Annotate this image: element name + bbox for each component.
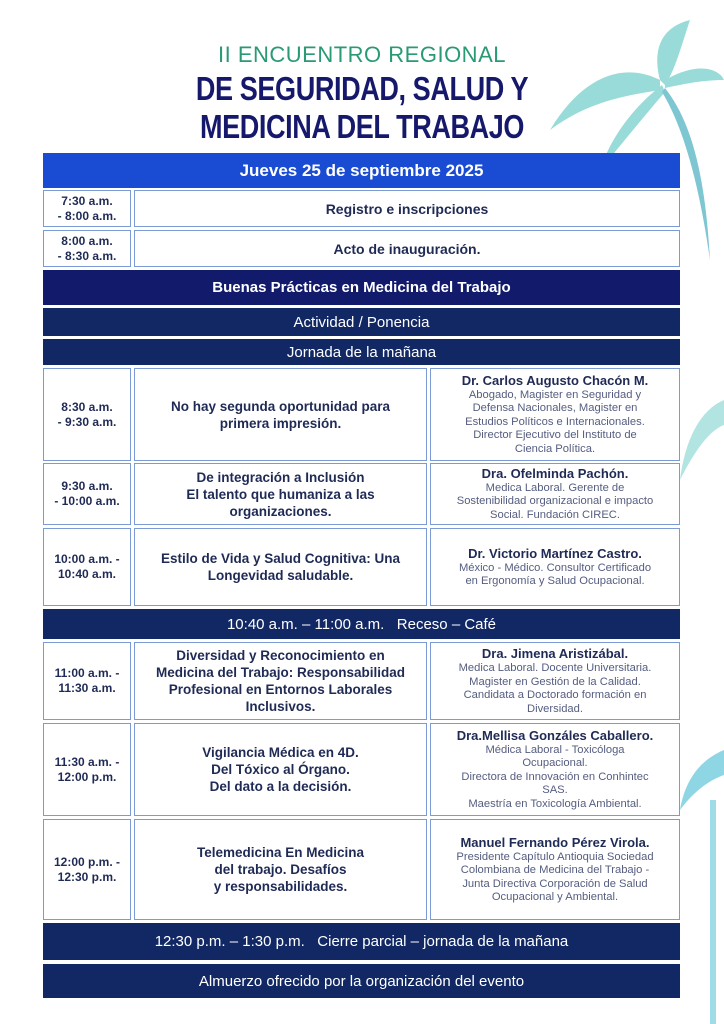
event-title-line2: DE SEGURIDAD, SALUD Y bbox=[195, 70, 529, 107]
activity-cell: Acto de inauguración. bbox=[134, 230, 680, 267]
column-header-bar: Actividad / Ponencia bbox=[43, 308, 680, 336]
speaker-bio: México - Médico. Consultor Certificado en Ergonomía y Salud Ocupacional. bbox=[458, 561, 652, 587]
talk-title-cell: Diversidad y Reconocimiento en Medicina del Trabajo: Responsabilidad Profesional en Entornos Laborales Inclusivos. bbox=[134, 642, 427, 720]
speaker-name: Dr. Victorio Martínez Castro. bbox=[468, 545, 642, 561]
time-cell: 8:30 a.m. - 9:30 a.m. bbox=[43, 368, 131, 461]
speaker-cell bbox=[430, 819, 680, 920]
speaker-cell bbox=[430, 723, 680, 816]
time-cell: 11:00 a.m. - 11:30 a.m. bbox=[43, 642, 131, 720]
speaker-bio: Presidente Capítulo Antioquia Sociedad Colombiana de Medicina del Trabajo - Junta Directiva Corporación de Salud Ocupacional y Ambiental. bbox=[456, 850, 654, 903]
session-row bbox=[43, 642, 680, 720]
speaker-name: Manuel Fernando Pérez Virola. bbox=[460, 834, 650, 850]
speaker-cell bbox=[430, 368, 680, 461]
time-cell: 9:30 a.m. - 10:00 a.m. bbox=[43, 463, 131, 525]
event-title-line1: II ENCUENTRO REGIONAL bbox=[218, 42, 506, 67]
session-row bbox=[43, 463, 680, 525]
section-title-bar: Buenas Prácticas en Medicina del Trabajo bbox=[43, 270, 680, 305]
speaker-name: Dra.Mellisa Gonzáles Caballero. bbox=[456, 727, 654, 743]
speaker-name: Dra. Ofelminda Pachón. bbox=[481, 465, 629, 481]
talk-title-cell: De integración a Inclusión El talento que humaniza a las organizaciones. bbox=[134, 463, 427, 525]
speaker-bio: Abogado, Magister en Seguridad y Defensa Nacionales, Magister en Estudios Políticos e Internacionales. Director Ejecutivo del Instituto de Ciencia Política. bbox=[465, 388, 645, 455]
speaker-cell bbox=[430, 463, 680, 525]
activity-cell: Registro e inscripciones bbox=[134, 190, 680, 227]
time-cell: 7:30 a.m. - 8:00 a.m. bbox=[43, 190, 131, 227]
session-row bbox=[43, 723, 680, 816]
talk-title-cell: Estilo de Vida y Salud Cognitiva: Una Longevidad saludable. bbox=[134, 528, 427, 606]
schedule-row bbox=[43, 230, 680, 267]
palm-tree-decoration bbox=[680, 380, 724, 520]
time-cell: 8:00 a.m. - 8:30 a.m. bbox=[43, 230, 131, 267]
speaker-bio: Medica Laboral. Gerente de Sostenibilidad organizacional e impacto Social. Fundación CIREC. bbox=[456, 481, 654, 521]
time-cell: 12:00 p.m. - 12:30 p.m. bbox=[43, 819, 131, 920]
closing-bar: 12:30 p.m. – 1:30 p.m. Cierre parcial – jornada de la mañana bbox=[43, 923, 680, 960]
event-title-line3: MEDICINA DEL TRABAJO bbox=[199, 108, 525, 145]
session-row bbox=[43, 819, 680, 920]
date-header: Jueves 25 de septiembre 2025 bbox=[43, 153, 680, 188]
speaker-name: Dr. Carlos Augusto Chacón M. bbox=[461, 372, 649, 388]
time-cell: 11:30 a.m. - 12:00 p.m. bbox=[43, 723, 131, 816]
schedule-row bbox=[43, 190, 680, 227]
lunch-bar: Almuerzo ofrecido por la organización del evento bbox=[43, 964, 680, 998]
speaker-bio: Médica Laboral - Toxicóloga Ocupacional. Directora de Innovación en Conhintec SAS. Maestría en Toxicología Ambiental. bbox=[461, 743, 649, 810]
talk-title-cell: Telemedicina En Medicina del trabajo. Desafíos y responsabilidades. bbox=[134, 819, 427, 920]
morning-label-bar: Jornada de la mañana bbox=[43, 339, 680, 365]
speaker-bio: Medica Laboral. Docente Universitaria. Magister en Gestión de la Calidad. Candidata a Doctorado formación en Diversidad. bbox=[458, 662, 652, 715]
speaker-cell bbox=[430, 642, 680, 720]
speaker-name: Dra. Jimena Aristizábal. bbox=[481, 646, 629, 661]
break-bar: 10:40 a.m. – 11:00 a.m. Receso – Café bbox=[43, 609, 680, 639]
palm-tree-decoration bbox=[680, 740, 724, 1024]
session-row bbox=[43, 528, 680, 606]
session-row bbox=[43, 368, 680, 461]
time-cell: 10:00 a.m. - 10:40 a.m. bbox=[43, 528, 131, 606]
speaker-cell bbox=[430, 528, 680, 606]
talk-title-cell: Vigilancia Médica en 4D. Del Tóxico al Órgano. Del dato a la decisión. bbox=[134, 723, 427, 816]
talk-title-cell: No hay segunda oportunidad para primera impresión. bbox=[134, 368, 427, 461]
event-title-main bbox=[65, 70, 659, 146]
